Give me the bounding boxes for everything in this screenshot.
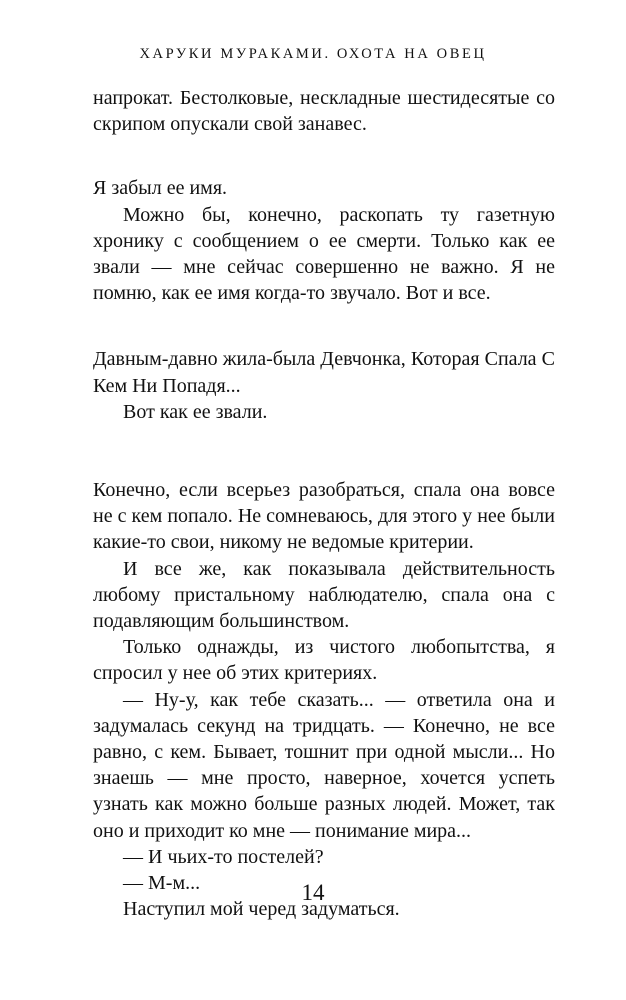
page-number: 14 — [301, 880, 325, 905]
paragraph-4: Давным-давно жила-была Девчонка, Которая Спала С Кем Ни Попадя... — [93, 348, 555, 397]
paragraph-8: Только однажды, из чистого любопытства, я спросил у нее об этих критериях. — [93, 636, 555, 685]
paragraph-6: Конечно, если всерьез разобраться, спала она вовсе не с кем попало. Не сомневаюсь, для этого у нее были какие-то свои, никому не ведомые критерии. — [93, 479, 555, 554]
paragraph-9: — Ну-у, как тебе сказать... — ответила она и задумалась секунд на тридцать. — Конечно, не все равно, с кем. Бывает, тошнит при одной мысли... Но знаешь — мне просто, наверное, хочется успеть узнать как можно больше разных людей. Может, так оно и приходит ко мне — понимание мира... — [93, 688, 555, 842]
paragraph-11: — М-м... — [123, 872, 201, 895]
paragraph-12: Наступил мой черед задуматься. — [123, 898, 400, 921]
paragraph-3: Можно бы, конечно, раскопать ту газетную хронику с сообщением о ее смерти. Только как ее звали — мне сейчас совершенно не важно. Я не помню, как ее имя когда-то звучало. Вот и все. — [93, 203, 555, 305]
running-head: ХАРУКИ МУРАКАМИ. ОХОТА НА ОВЕЦ — [139, 46, 487, 62]
paragraph-7: И все же, как показывала действительность любому пристальному наблюдателю, спала она с подавляющим большинством. — [93, 557, 555, 633]
paragraph-1: напрокат. Бестолковые, нескладные шестидесятые со скрипом опускали свой занавес. — [93, 87, 555, 136]
paragraph-2: Я забыл ее имя. — [93, 177, 228, 200]
paragraph-10: — И чьих-то постелей? — [123, 845, 324, 868]
paragraph-5: Вот как ее звали. — [123, 400, 268, 423]
body-text — [93, 85, 555, 922]
